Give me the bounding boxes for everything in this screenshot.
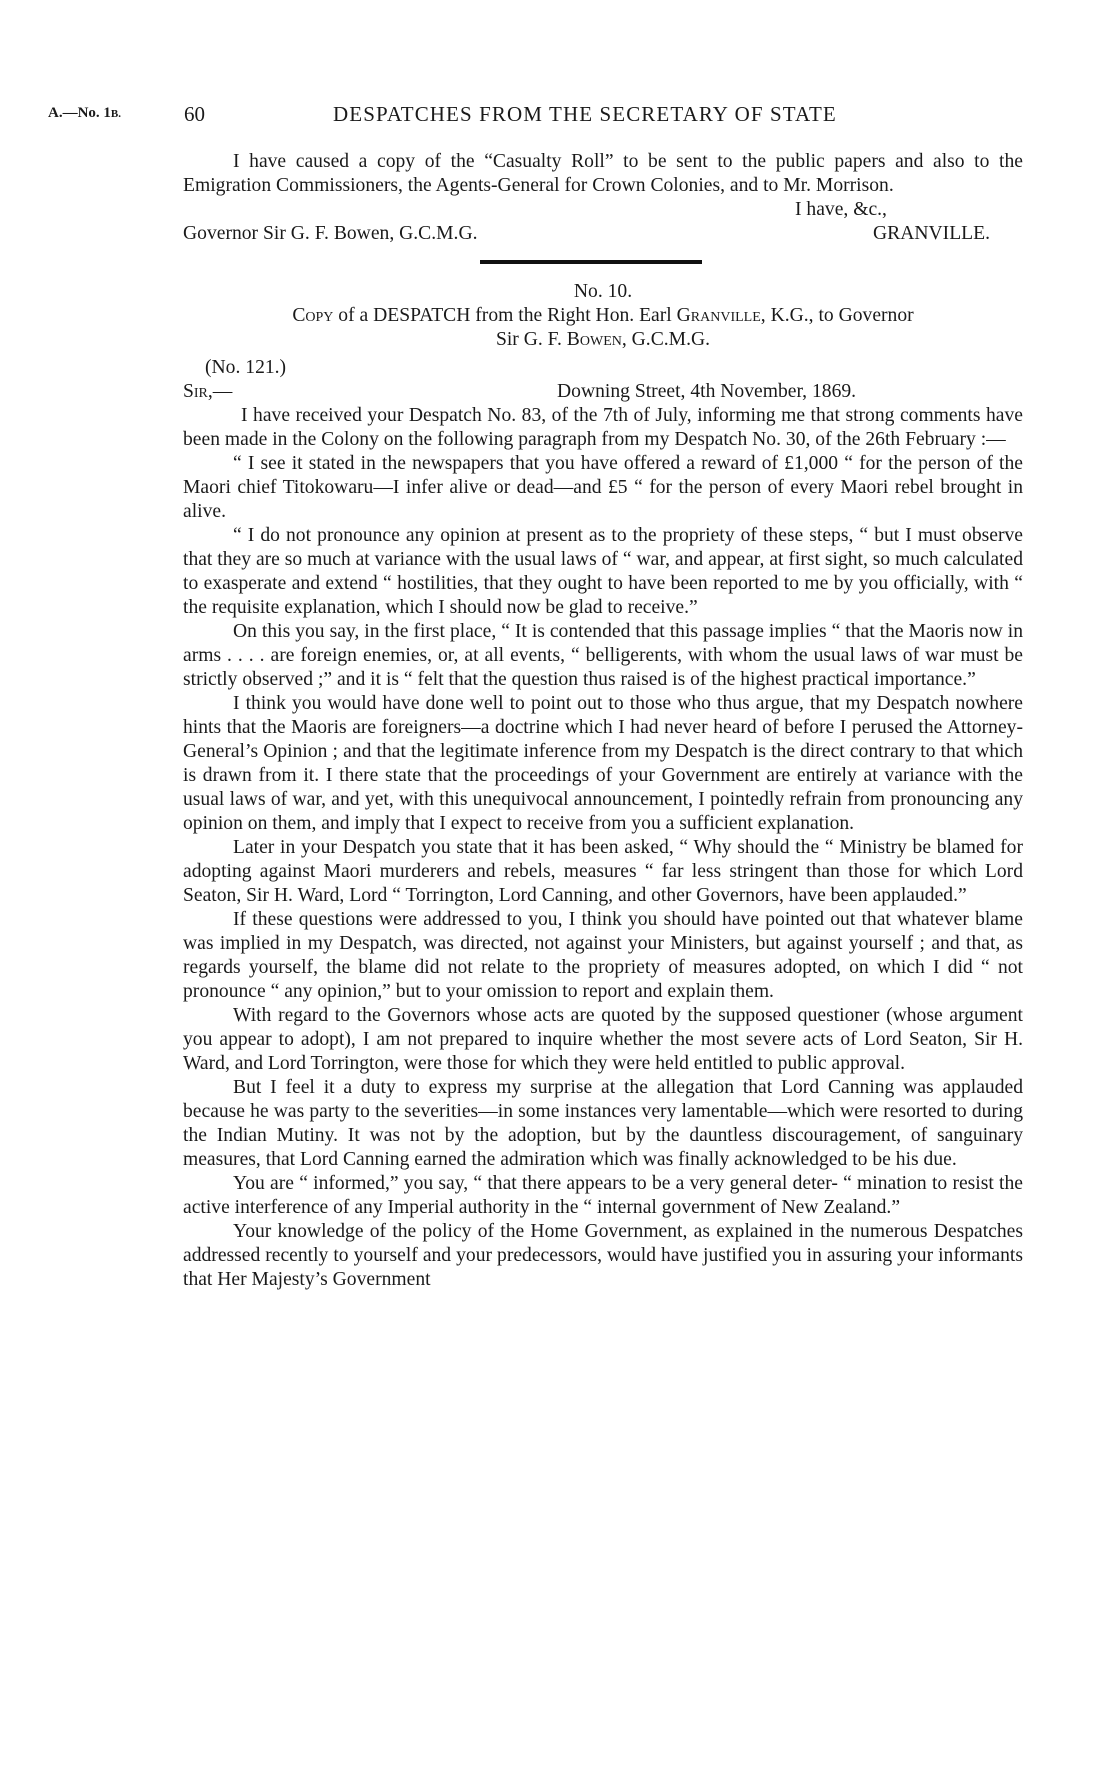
paragraph-7: But I feel it a duty to express my surprise at the allegation that Lord Canning was applauded because he was party to the severities—in some instances very lamentable—which were resorted to during the Indian Mutiny. It was not by the adoption, but by the dauntless discouragement, of sanguinary measures, that Lord Canning earned the admiration which was finally acknowledged to be his due.: [183, 1077, 1023, 1170]
paragraph-4: Later in your Despatch you state that it has been asked, “ Why should the “ Ministry be blamed for adopting against Maori murderers and rebels, measures “ far less stringent than those for which Lord Seaton, Sir H. Ward, Lord “ Torrington, Lord Canning, and other Governors, have been applauded.”: [183, 837, 1023, 906]
valediction-row: [183, 198, 1023, 222]
signature: GRANVILLE.: [873, 223, 990, 244]
document-reference: A.—No. 1B.: [48, 105, 122, 121]
salutation-row: [183, 380, 1023, 404]
despatch-ref-number: (No. 121.): [205, 357, 287, 378]
document-body: [183, 150, 1023, 1292]
paragraph-3: I think you would have done well to point out to those who thus argue, that my Despatch nowhere hints that the Maoris are foreigners—a doctrine which I had never heard of before I perused the Attorney-General’s Opinion ; and that the legitimate inference from my Despatch is the direct contrary to that which is drawn from it. I there state that the proceedings of your Government are entirely at variance with the usual laws of war, and yet, with this unequivocal announcement, I pointedly refrain from pronouncing any opinion on them, and imply that I expect to receive from you a sufficient explanation.: [183, 693, 1023, 834]
page-header: [48, 102, 1068, 132]
closing-paragraph: I have caused a copy of the “Casualty Roll” to be sent to the public papers and also to the Emigration Commissioners, the Agents-General for Crown Colonies, and to Mr. Morrison.: [183, 151, 1023, 196]
paragraph-2: On this you say, in the first place, “ It is contended that this passage implies “ that the Maoris now in arms . . . . are foreign enemies, or, at all events, “ belligerents, with whom the usual laws of war must be strictly observed ;” and it is “ felt that the question thus raised is of the highest practical importance.”: [183, 621, 1023, 690]
place-date: Downing Street, 4th November, 1869.: [557, 381, 857, 402]
section-divider: [480, 260, 702, 264]
paragraph-1: I have received your Despatch No. 83, of the 7th of July, informing me that strong comments have been made in the Colony on the following paragraph from my Despatch No. 30, of the 26th February :—: [183, 405, 1023, 450]
running-title: DESPATCHES FROM THE SECRETARY OF STATE: [333, 102, 837, 126]
valediction: I have, &c.,: [795, 199, 887, 220]
signature-row: [183, 222, 1023, 246]
despatch-title-line-2: Sir G. F. Bowen, G.C.M.G.: [495, 329, 711, 350]
addressee: Governor Sir G. F. Bowen, G.C.M.G.: [183, 223, 478, 244]
page-number: 60: [184, 102, 205, 126]
despatch-number: No. 10.: [573, 281, 633, 302]
paragraph-9: Your knowledge of the policy of the Home Government, as explained in the numerous Despatches addressed recently to yourself and your predecessors, would have justified you in assuring your informants that Her Majesty’s Government: [183, 1221, 1023, 1290]
paragraph-5: If these questions were addressed to you, I think you should have pointed out that whatever blame was implied in my Despatch, was directed, not against your Ministers, but against yourself ; and that, as regards yourself, the blame did not relate to the propriety of measures adopted, on which I did “ not pronounce “ any opinion,” but to your omission to report and explain them.: [183, 909, 1023, 1002]
quote-paragraph-1: “ I see it stated in the newspapers that you have offered a reward of £1,000 “ for the person of the Maori chief Titokowaru—I infer alive or dead—and £5 “ for the person of every Maori rebel brought in alive.: [183, 453, 1023, 522]
quote-paragraph-2: “ I do not pronounce any opinion at present as to the propriety of these steps, “ but I must observe that they are so much at variance with the usual laws of “ war, and appear, at first sight, so much calculated to exasperate and extend “ hostilities, that they ought to have been reported to me by you officially, with “ the requisite explanation, which I should now be glad to receive.”: [183, 525, 1023, 618]
paragraph-8: You are “ informed,” you say, “ that there appears to be a very general deter- “ mination to resist the active interference of any Imperial authority in the “ internal government of New Zealand.”: [183, 1173, 1023, 1218]
paragraph-6: With regard to the Governors whose acts are quoted by the supposed questioner (whose argument you appear to adopt), I am not prepared to inquire whether the most severe acts of Lord Seaton, Sir H. Ward, and Lord Torrington, were those for which they were held entitled to public approval.: [183, 1005, 1023, 1074]
salutation: Sir,—: [183, 381, 233, 402]
despatch-title-line-1: Copy of a DESPATCH from the Right Hon. Earl Granville, K.G., to Governor: [292, 305, 914, 326]
